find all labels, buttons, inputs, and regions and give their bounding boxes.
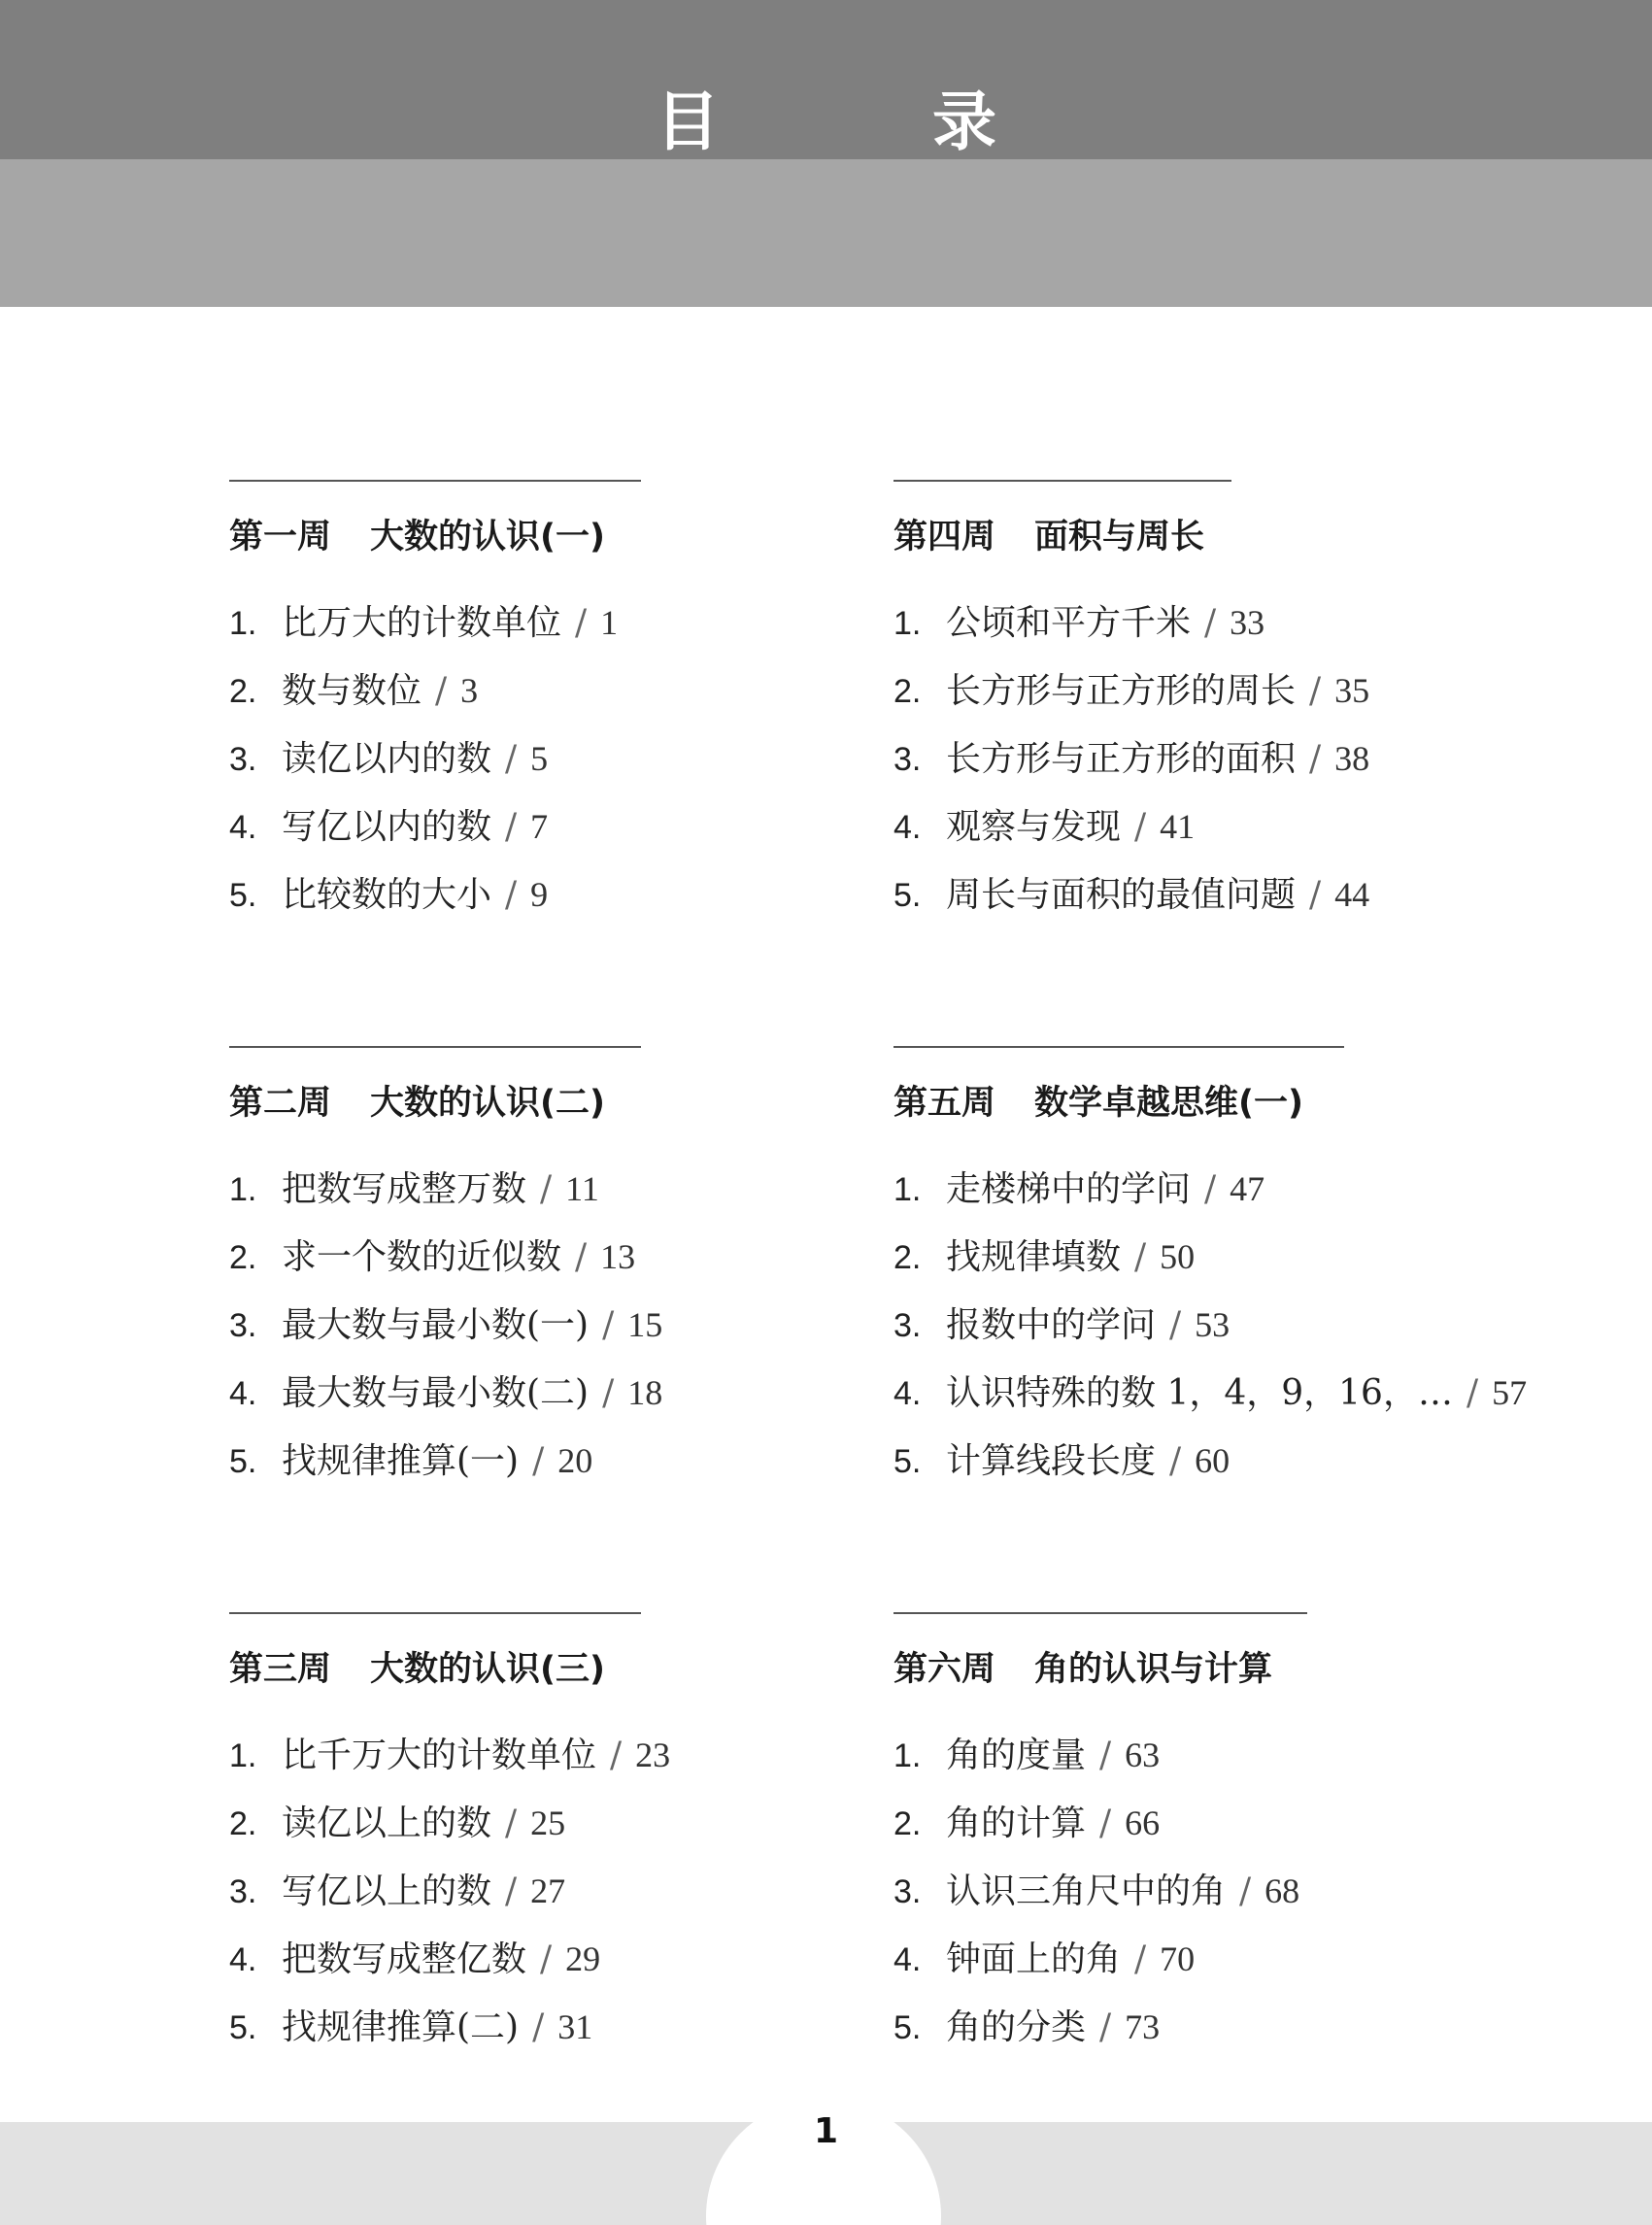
lesson-page: 7 [530, 807, 549, 846]
lesson-title: 角的度量 [946, 1736, 1087, 1775]
lesson-entry[interactable] [229, 1925, 909, 1993]
lesson-page: 27 [530, 1871, 566, 1910]
section-topic: 大数的认识(二) [370, 1084, 606, 1123]
lesson-page: 23 [635, 1736, 671, 1774]
lesson-number: 4. [893, 1941, 922, 1978]
lesson-number: 5. [229, 1443, 257, 1480]
lesson-entry[interactable] [229, 1993, 909, 2061]
page-separator: / [435, 671, 448, 711]
lesson-title: 把数写成整亿数 [282, 1939, 527, 1979]
lesson-page: 18 [627, 1373, 663, 1412]
page-separator: / [540, 1169, 553, 1209]
lesson-entry[interactable] [229, 1155, 909, 1223]
page-separator: / [1134, 1939, 1147, 1979]
lesson-page: 5 [530, 739, 549, 778]
lesson-number: 4. [229, 1375, 257, 1412]
page-separator: / [1309, 671, 1322, 711]
lesson-number: 1. [893, 605, 922, 642]
lesson-entry[interactable] [229, 1359, 909, 1427]
lesson-list [893, 1721, 1573, 2061]
section-divider [229, 480, 641, 482]
lesson-title: 读亿以上的数 [282, 1804, 492, 1843]
lesson-entry[interactable] [893, 1857, 1573, 1925]
lesson-page: 1 [600, 603, 619, 642]
lesson-title: 认识特殊的数 1，4，9，16，… [946, 1373, 1453, 1413]
page-separator: / [505, 1804, 518, 1843]
lesson-list [893, 589, 1573, 928]
lesson-entry[interactable] [229, 1291, 909, 1359]
lesson-page: 57 [1492, 1373, 1528, 1412]
lesson-title: 比万大的计数单位 [282, 603, 562, 643]
page-separator: / [1099, 2007, 1112, 2047]
page-number: 1 [813, 2111, 839, 2151]
page-separator: / [1134, 807, 1147, 847]
page-separator: / [1204, 603, 1217, 643]
lesson-title: 认识三角尺中的角 [946, 1871, 1227, 1911]
lesson-number: 3. [229, 1873, 257, 1910]
page-separator: / [1099, 1736, 1112, 1775]
lesson-entry[interactable] [893, 589, 1573, 657]
lesson-page: 66 [1125, 1804, 1161, 1842]
page-separator: / [505, 875, 518, 915]
lesson-page: 68 [1264, 1871, 1300, 1910]
lesson-number: 3. [229, 741, 257, 778]
lesson-page: 11 [565, 1169, 599, 1208]
toc-section-week-3 [229, 1612, 909, 2061]
page-separator: / [1169, 1305, 1182, 1345]
lesson-title: 求一个数的近似数 [282, 1237, 562, 1277]
lesson-entry[interactable] [893, 1993, 1573, 2061]
lesson-title: 数与数位 [282, 671, 422, 711]
lesson-page: 41 [1160, 807, 1196, 846]
section-heading [229, 515, 909, 559]
lesson-number: 5. [229, 2009, 257, 2046]
lesson-title: 公顷和平方千米 [946, 603, 1192, 643]
lesson-entry[interactable] [229, 1223, 909, 1291]
page-separator: / [1169, 1441, 1182, 1481]
section-divider [893, 1046, 1344, 1048]
section-divider [893, 480, 1231, 482]
lesson-page: 53 [1195, 1305, 1231, 1344]
lesson-entry[interactable] [893, 725, 1573, 792]
section-topic: 角的认识与计算 [1034, 1650, 1273, 1689]
page-separator: / [575, 1237, 588, 1277]
lesson-page: 35 [1334, 671, 1370, 710]
lesson-title: 找规律推算(二) [282, 2007, 520, 2047]
page-separator: / [1134, 1237, 1147, 1277]
lesson-entry[interactable] [229, 792, 909, 860]
section-week: 第四周 [893, 518, 996, 556]
lesson-title: 周长与面积的最值问题 [946, 875, 1297, 915]
lesson-entry[interactable] [893, 1223, 1573, 1291]
section-week: 第五周 [893, 1084, 996, 1123]
lesson-list [229, 589, 909, 928]
lesson-entry[interactable] [229, 1857, 909, 1925]
page-separator: / [610, 1736, 623, 1775]
lesson-page: 70 [1160, 1939, 1196, 1978]
lesson-page: 25 [530, 1804, 566, 1842]
lesson-title: 把数写成整万数 [282, 1169, 527, 1209]
lesson-page: 44 [1334, 875, 1370, 914]
page-separator: / [532, 2007, 545, 2047]
section-topic: 大数的认识(一) [370, 518, 606, 556]
lesson-entry[interactable] [893, 1291, 1573, 1359]
lesson-page: 63 [1125, 1736, 1161, 1774]
toc-section-week-5 [893, 1046, 1573, 1495]
page-separator: / [1309, 875, 1322, 915]
lesson-number: 2. [229, 1239, 257, 1276]
header-banner [0, 0, 1652, 307]
lesson-entry[interactable] [229, 589, 909, 657]
lesson-title: 写亿以上的数 [282, 1871, 492, 1911]
lesson-page: 13 [600, 1237, 636, 1276]
page-separator: / [1466, 1373, 1479, 1413]
page-title: 目 录 [656, 84, 1092, 159]
toc-section-week-2 [229, 1046, 909, 1495]
lesson-entry[interactable] [893, 860, 1573, 928]
lesson-entry[interactable] [229, 1789, 909, 1857]
lesson-list [893, 1155, 1573, 1495]
section-week: 第一周 [229, 518, 332, 556]
lesson-title: 读亿以内的数 [282, 739, 492, 779]
lesson-number: 2. [893, 673, 922, 710]
lesson-title: 角的计算 [946, 1804, 1087, 1843]
lesson-entry[interactable] [229, 1427, 909, 1495]
lesson-title: 长方形与正方形的周长 [946, 671, 1297, 711]
lesson-entry[interactable] [229, 657, 909, 725]
lesson-page: 50 [1160, 1237, 1196, 1276]
section-topic: 数学卓越思维(一) [1034, 1084, 1304, 1123]
lesson-number: 2. [229, 673, 257, 710]
lesson-number: 2. [229, 1805, 257, 1842]
section-heading [229, 1081, 909, 1126]
lesson-number: 4. [893, 809, 922, 846]
lesson-list [229, 1155, 909, 1495]
lesson-page: 47 [1230, 1169, 1265, 1208]
lesson-number: 3. [893, 741, 922, 778]
lesson-number: 1. [229, 1171, 257, 1208]
section-topic: 大数的认识(三) [370, 1650, 606, 1689]
section-divider [893, 1612, 1307, 1614]
page-separator: / [1309, 739, 1322, 779]
lesson-title: 最大数与最小数(二) [282, 1373, 590, 1413]
lesson-number: 1. [229, 605, 257, 642]
lesson-title: 写亿以内的数 [282, 807, 492, 847]
lesson-number: 1. [229, 1737, 257, 1774]
lesson-entry[interactable] [893, 792, 1573, 860]
lesson-entry[interactable] [229, 725, 909, 792]
lesson-entry[interactable] [893, 1427, 1573, 1495]
section-topic: 面积与周长 [1034, 518, 1205, 556]
lesson-title: 钟面上的角 [946, 1939, 1122, 1979]
lesson-title: 观察与发现 [946, 807, 1122, 847]
section-heading [229, 1647, 909, 1692]
lesson-page: 15 [627, 1305, 663, 1344]
section-heading [893, 515, 1573, 559]
lesson-entry[interactable] [893, 1359, 1573, 1427]
lesson-title: 报数中的学问 [946, 1305, 1157, 1345]
lesson-title: 走楼梯中的学问 [946, 1169, 1192, 1209]
lesson-entry[interactable] [229, 860, 909, 928]
lesson-list [229, 1721, 909, 2061]
lesson-page: 60 [1195, 1441, 1231, 1480]
page-separator: / [540, 1939, 553, 1979]
lesson-entry[interactable] [893, 1925, 1573, 1993]
lesson-number: 3. [893, 1873, 922, 1910]
page-separator: / [575, 603, 588, 643]
lesson-entry[interactable] [893, 657, 1573, 725]
lesson-title: 长方形与正方形的面积 [946, 739, 1297, 779]
lesson-entry[interactable] [893, 1789, 1573, 1857]
lesson-page: 20 [557, 1441, 593, 1480]
page-separator: / [602, 1373, 615, 1413]
section-heading [893, 1647, 1573, 1692]
page-separator: / [505, 739, 518, 779]
page-separator: / [1204, 1169, 1217, 1209]
lesson-number: 4. [229, 1941, 257, 1978]
lesson-page: 29 [565, 1939, 601, 1978]
toc-section-week-4 [893, 480, 1573, 928]
page-separator: / [505, 1871, 518, 1911]
lesson-entry[interactable] [893, 1155, 1573, 1223]
lesson-number: 4. [893, 1375, 922, 1412]
lesson-title: 比较数的大小 [282, 875, 492, 915]
lesson-number: 3. [229, 1307, 257, 1344]
lesson-number: 2. [893, 1805, 922, 1842]
lesson-page: 73 [1125, 2007, 1161, 2046]
lesson-number: 2. [893, 1239, 922, 1276]
lesson-number: 5. [893, 2009, 922, 2046]
lesson-number: 4. [229, 809, 257, 846]
lesson-title: 角的分类 [946, 2007, 1087, 2047]
lesson-title: 找规律推算(一) [282, 1441, 520, 1481]
lesson-title: 计算线段长度 [946, 1441, 1157, 1481]
lesson-number: 5. [893, 1443, 922, 1480]
page-separator: / [532, 1441, 545, 1481]
lesson-number: 1. [893, 1171, 922, 1208]
lesson-number: 5. [229, 877, 257, 914]
page-separator: / [1099, 1804, 1112, 1843]
lesson-number: 3. [893, 1307, 922, 1344]
section-week: 第六周 [893, 1650, 996, 1689]
lesson-page: 31 [557, 2007, 593, 2046]
section-heading [893, 1081, 1573, 1126]
lesson-page: 33 [1230, 603, 1265, 642]
lesson-page: 38 [1334, 739, 1370, 778]
section-week: 第三周 [229, 1650, 332, 1689]
section-week: 第二周 [229, 1084, 332, 1123]
lesson-page: 9 [530, 875, 549, 914]
page-separator: / [1239, 1871, 1252, 1911]
lesson-entry[interactable] [229, 1721, 909, 1789]
lesson-entry[interactable] [893, 1721, 1573, 1789]
lesson-title: 找规律填数 [946, 1237, 1122, 1277]
lesson-number: 5. [893, 877, 922, 914]
lesson-title: 最大数与最小数(一) [282, 1305, 590, 1345]
lesson-title: 比千万大的计数单位 [282, 1736, 597, 1775]
toc-section-week-6 [893, 1612, 1573, 2061]
lesson-page: 3 [460, 671, 479, 710]
page-separator: / [602, 1305, 615, 1345]
section-divider [229, 1612, 641, 1614]
section-divider [229, 1046, 641, 1048]
toc-section-week-1 [229, 480, 909, 928]
page-separator: / [505, 807, 518, 847]
lesson-number: 1. [893, 1737, 922, 1774]
